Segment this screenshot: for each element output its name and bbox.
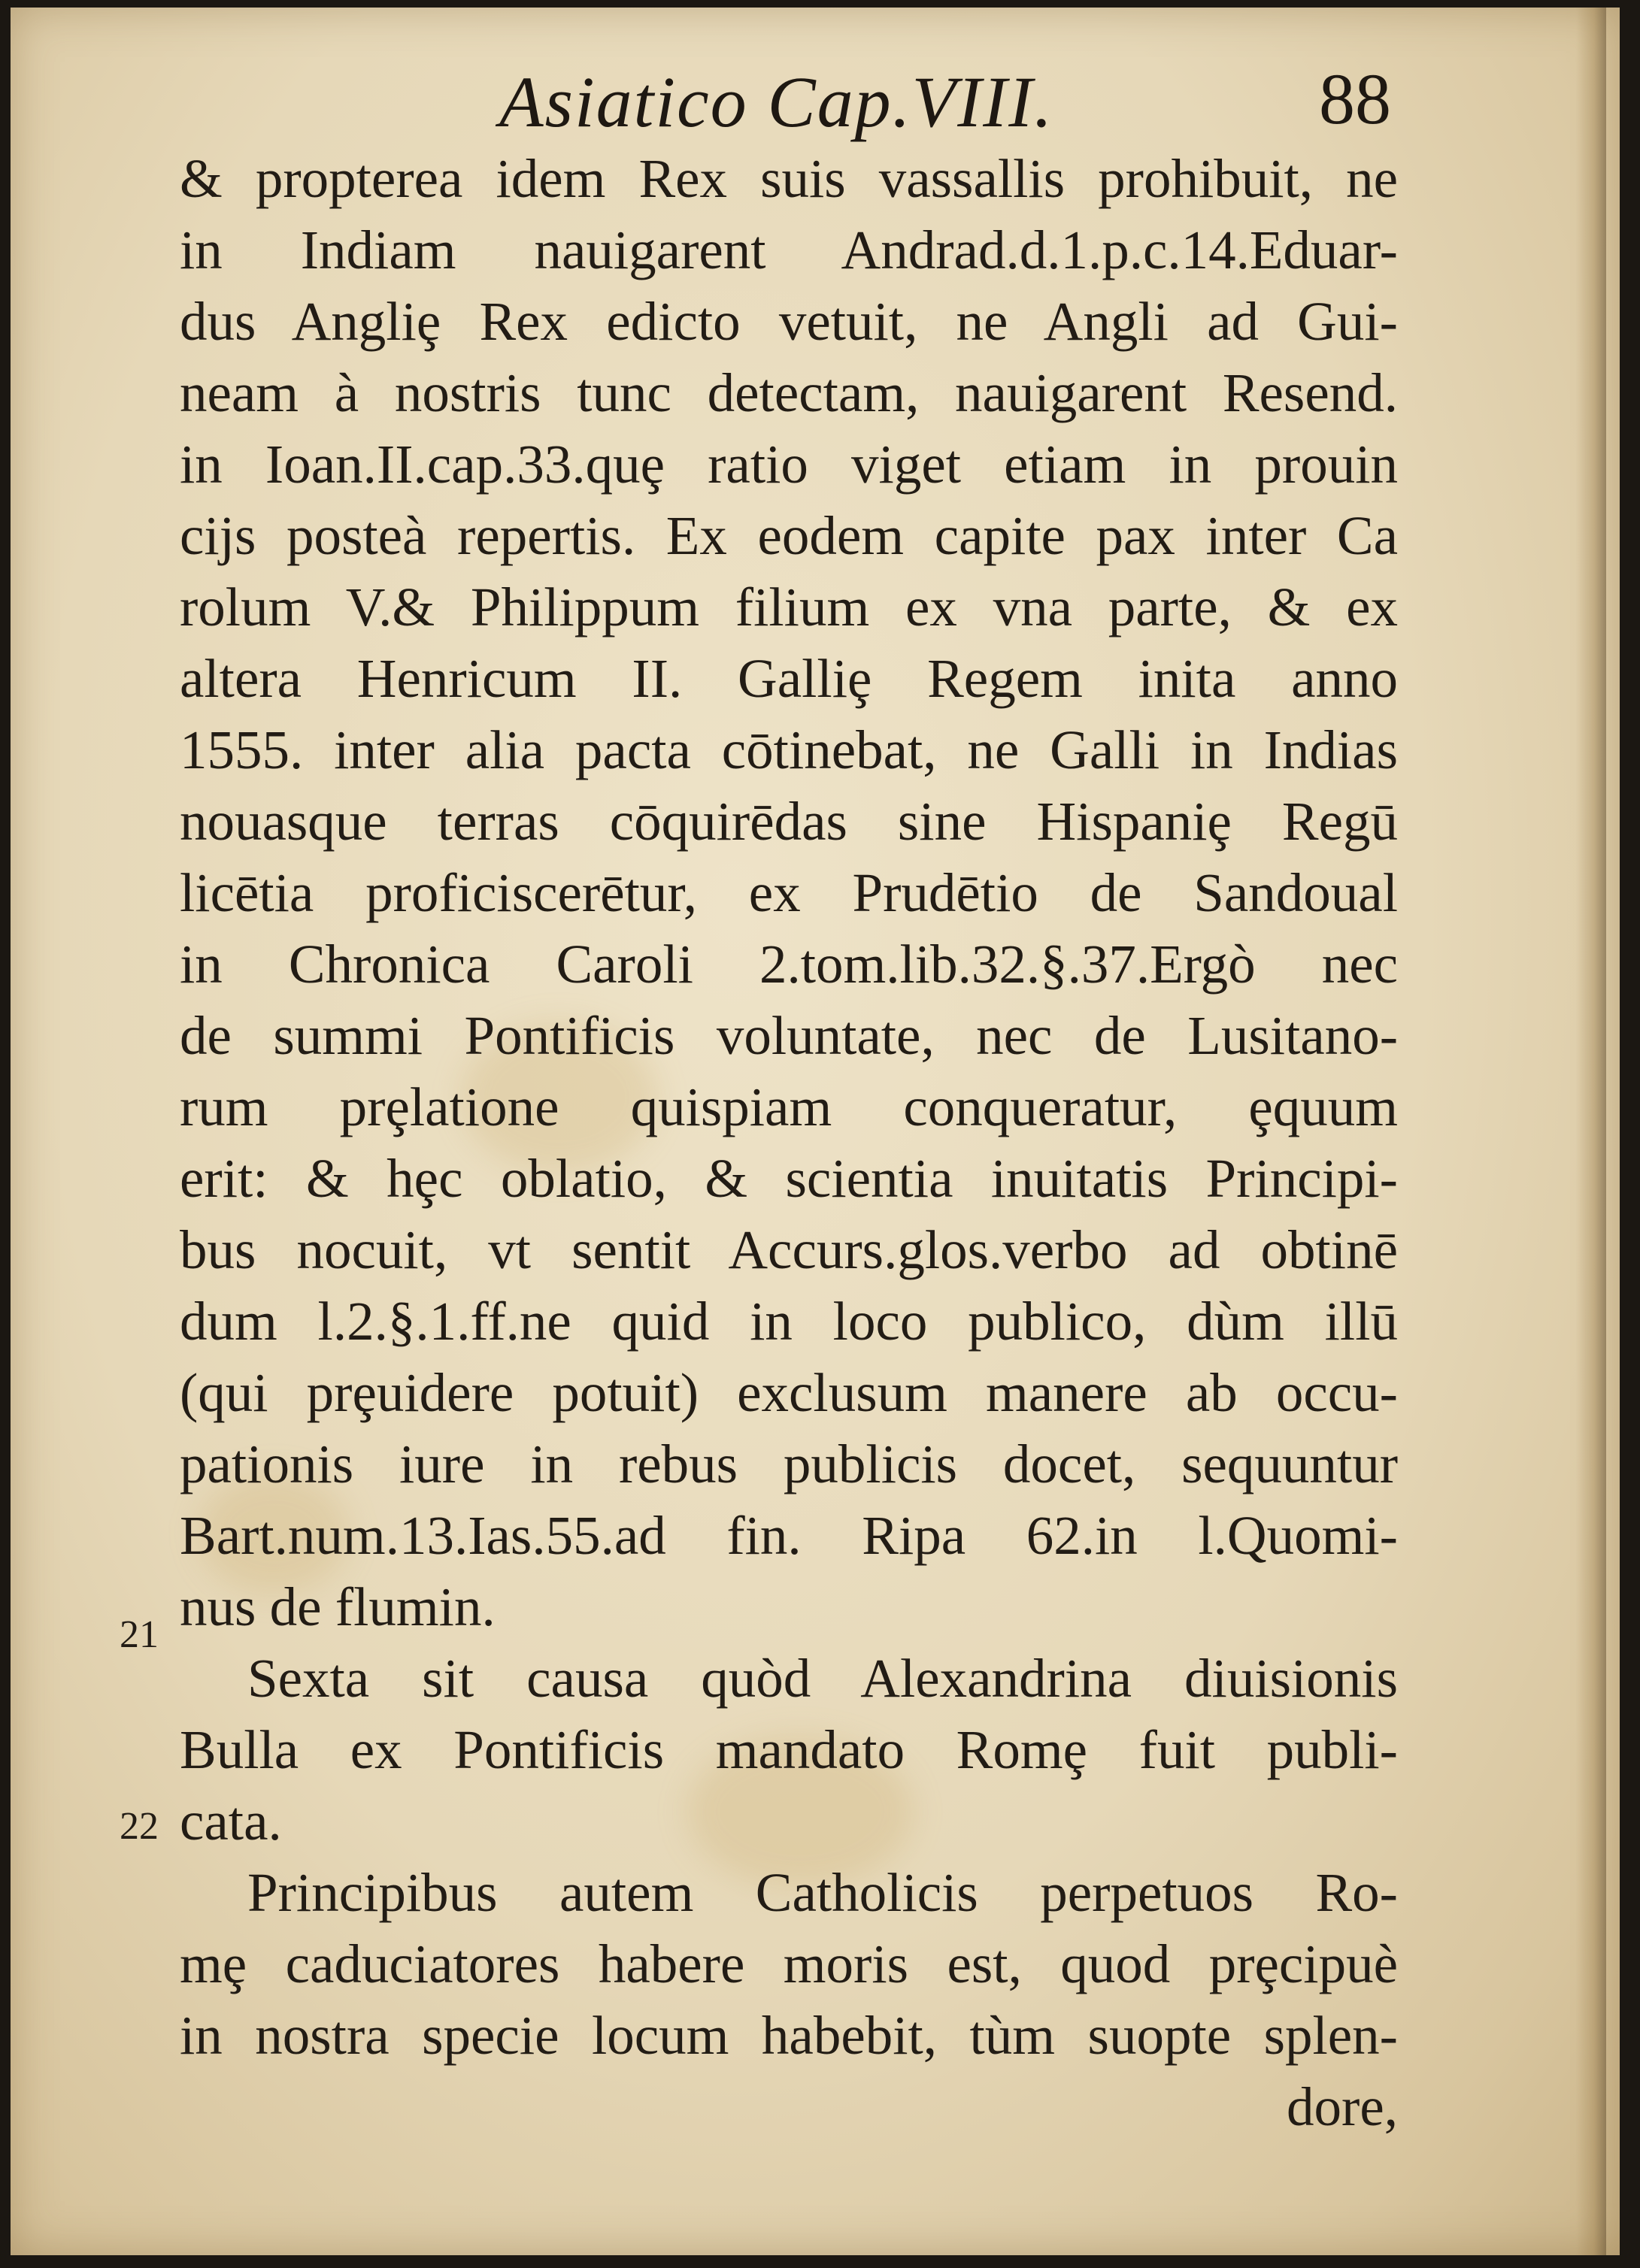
text-line: dum l.2.§.1.ff.ne quid in loco publico, dùm illū	[180, 1291, 1398, 1352]
text-line: in Indiam nauigarent Andrad.d.1.p.c.14.Eduar-	[180, 220, 1398, 280]
book-page	[11, 8, 1620, 2255]
catchword: dore,	[1287, 2076, 1398, 2137]
text-line: in Ioan.II.cap.33.quȩ ratio viget etiam in prouin	[180, 434, 1398, 495]
text-line: neam à nostris tunc detectam, nauigarent Resend.	[180, 362, 1398, 423]
text-line: rum prȩlatione quispiam conqueratur, ȩquum	[180, 1076, 1398, 1137]
text-line: in nostra specie locum habebit, tùm suopte splen-	[180, 2005, 1398, 2066]
text-line: nus de flumin.	[180, 1576, 496, 1637]
text-line: rolum V.& Philippum filium ex vna parte, & ex	[180, 577, 1398, 637]
text-line: Bart.num.13.Ias.55.ad fin. Ripa 62.in l.Quomi-	[180, 1505, 1398, 1566]
text-line: & propterea idem Rex suis vassallis prohibuit, ne	[180, 148, 1398, 209]
text-line: Sexta sit causa quòd Alexandrina diuisionis	[247, 1648, 1398, 1709]
text-line: pationis iure in rebus publicis docet, sequuntur	[180, 1434, 1398, 1494]
marginal-number: 22	[120, 1805, 159, 1848]
page-number: 88	[1319, 59, 1391, 139]
text-line: altera Henricum II. Galliȩ Regem inita anno	[180, 648, 1398, 709]
text-line: cata.	[180, 1791, 282, 1852]
text-line: nouasque terras cōquirēdas sine Hispaniȩ Regū	[180, 791, 1398, 852]
text-line: de summi Pontificis voluntate, nec de Lusitano-	[180, 1005, 1398, 1066]
text-line: mȩ caduciatores habere moris est, quod prȩcipuè	[180, 1933, 1398, 1994]
text-line: bus nocuit, vt sentit Accurs.glos.verbo ad obtinē	[180, 1219, 1398, 1280]
text-line: (qui prȩuidere potuit) exclusum manere ab occu-	[180, 1362, 1398, 1423]
page-header	[11, 53, 1620, 142]
running-title: Asiatico Cap.VIII.	[499, 62, 1054, 142]
text-line: licētia proficiscerētur, ex Prudētio de Sandoual	[180, 862, 1398, 923]
text-line: 1555. inter alia pacta cōtinebat, ne Galli in Indias	[180, 719, 1398, 780]
text-line: erit: & hȩc oblatio, & scientia inuitatis Principi-	[180, 1148, 1398, 1209]
text-line: Bulla ex Pontificis mandato Romȩ fuit publi-	[180, 1719, 1398, 1780]
text-line: Principibus autem Catholicis perpetuos Ro-	[247, 1862, 1398, 1923]
text-line: dus Angliȩ Rex edicto vetuit, ne Angli ad Gui-	[180, 291, 1398, 352]
text-line: cijs posteà repertis. Ex eodem capite pax inter Ca	[180, 505, 1398, 566]
body-text	[180, 143, 1398, 2142]
text-line: in Chronica Caroli 2.tom.lib.32.§.37.Ergò nec	[180, 934, 1398, 995]
marginal-number: 21	[120, 1613, 159, 1656]
